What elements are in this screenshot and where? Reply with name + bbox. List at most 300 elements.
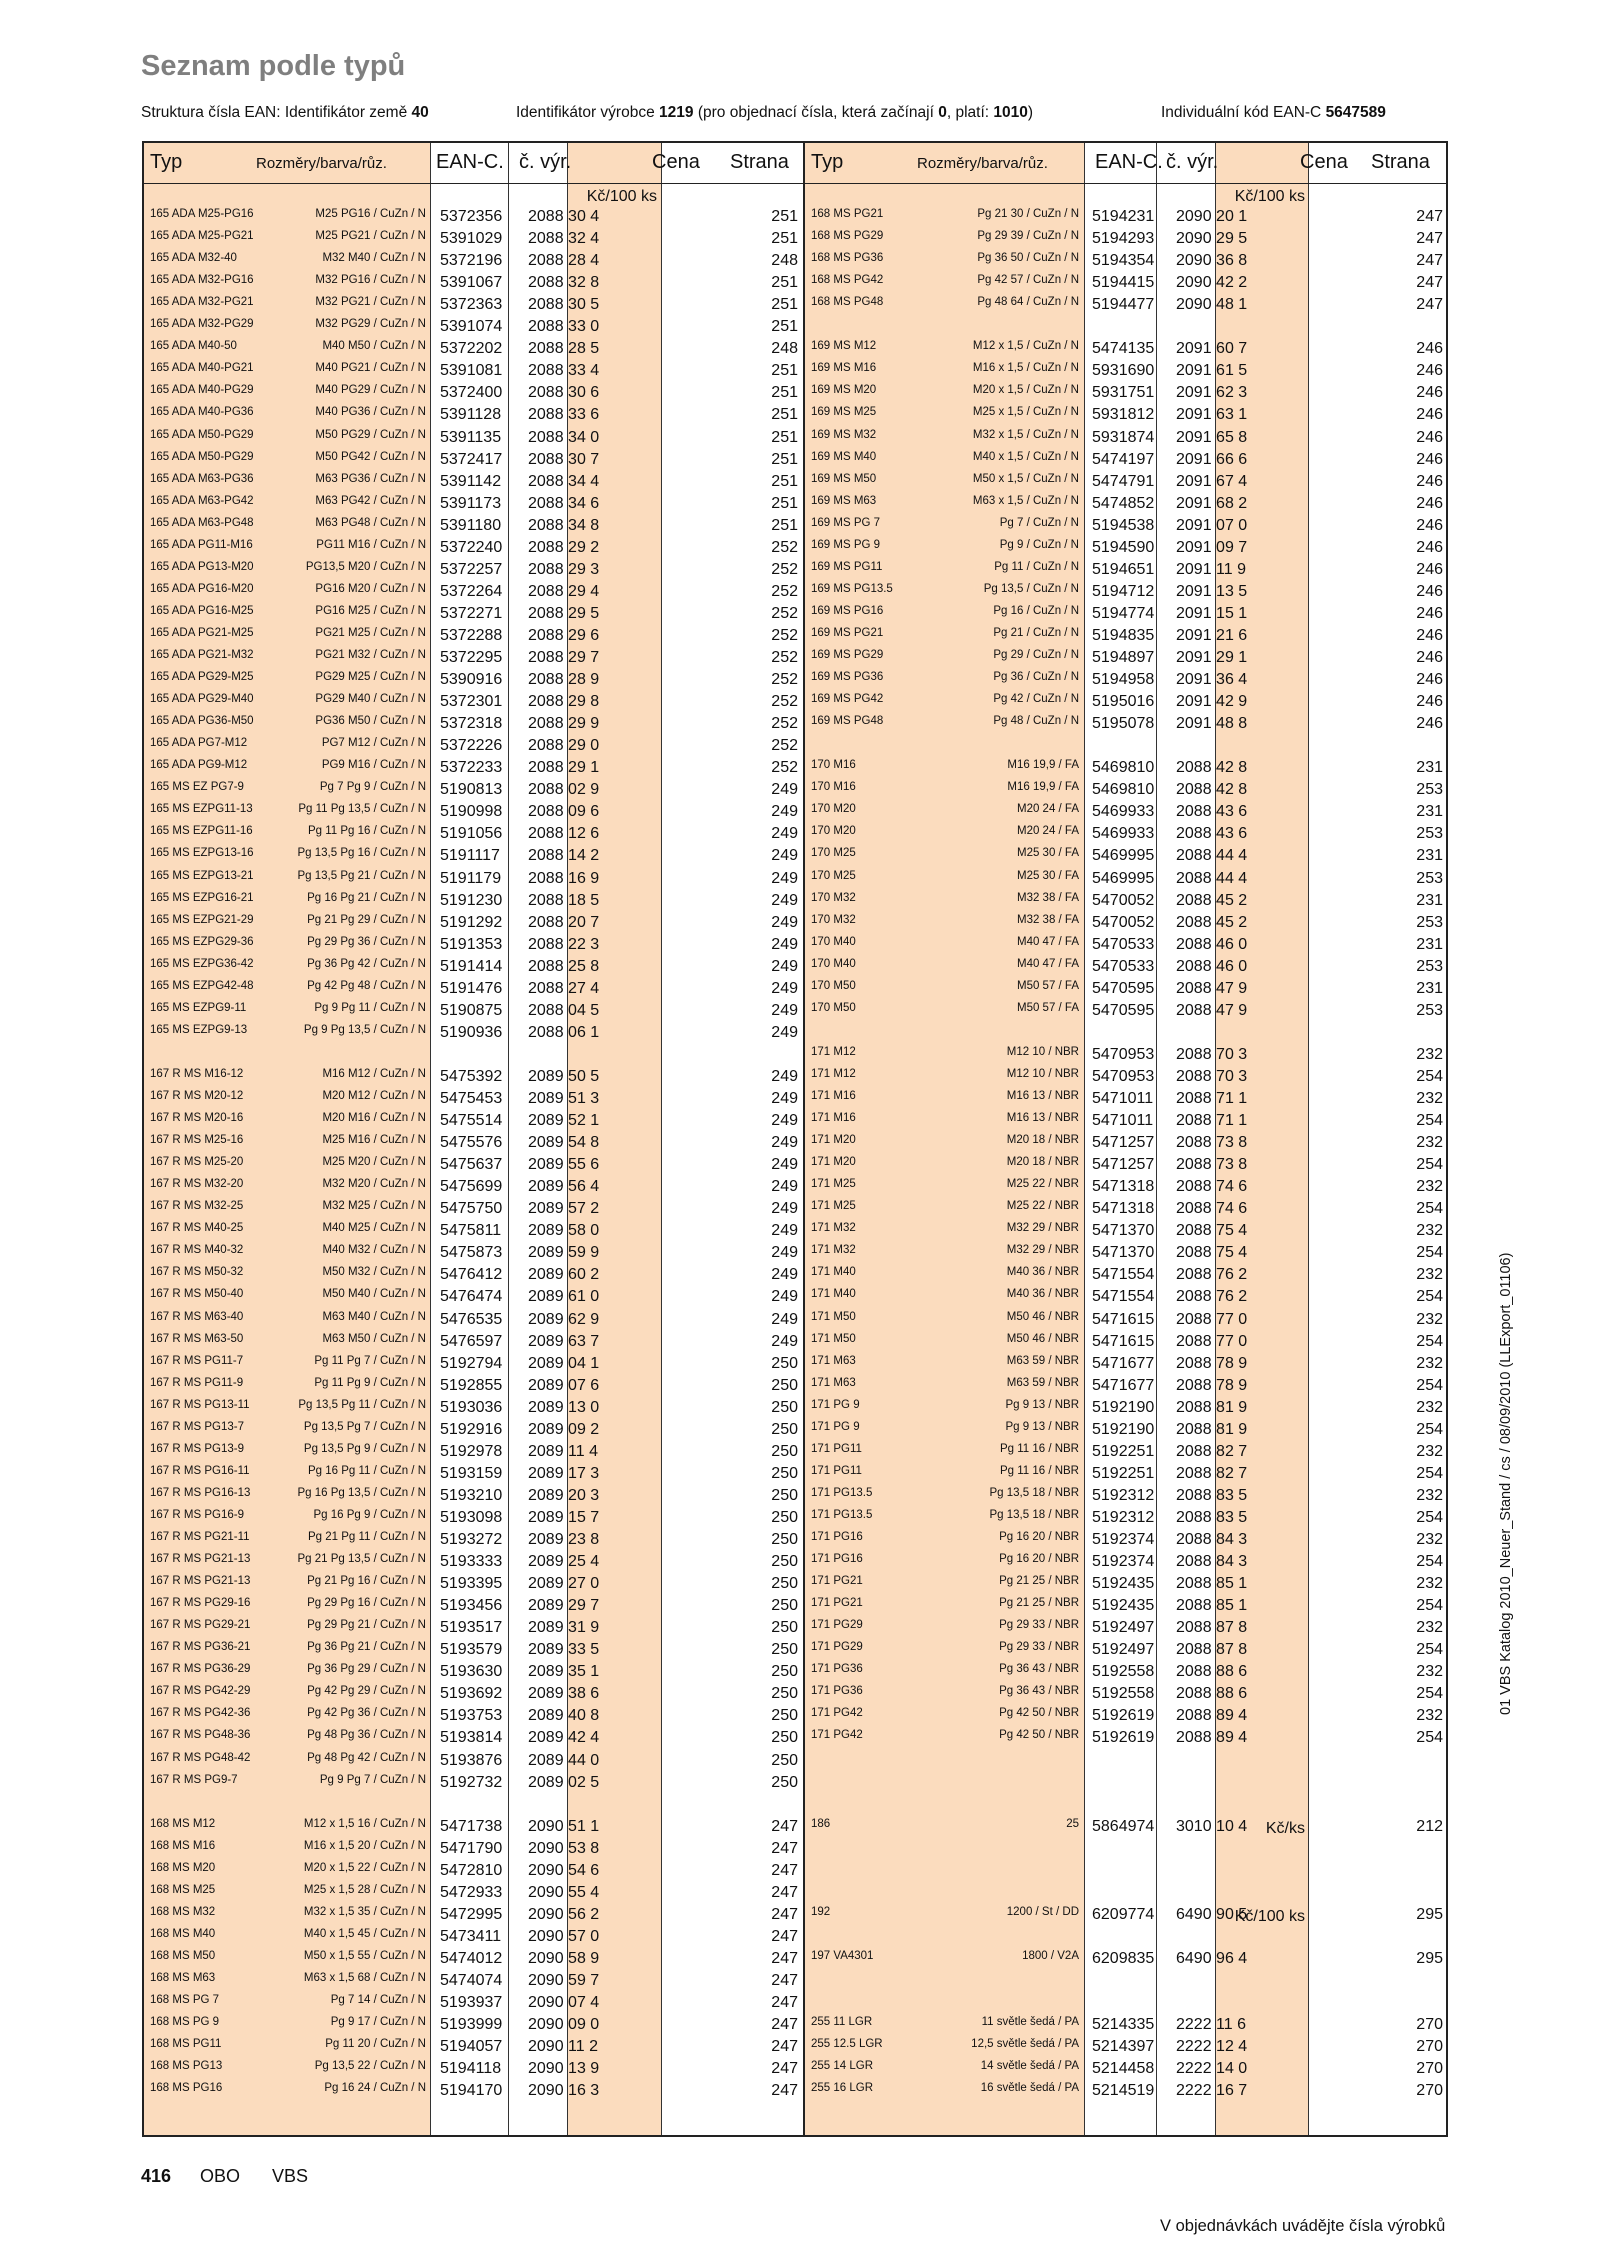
article-number-cell: 2088 29 1 bbox=[528, 759, 600, 777]
page-cell: 251 bbox=[771, 406, 798, 424]
table-row bbox=[805, 493, 1448, 515]
ean-cell: 5471615 bbox=[1092, 1332, 1155, 1350]
type-cell: 171 PG 9 bbox=[811, 1398, 860, 1411]
article-number-cell: 2091 68 2 bbox=[1176, 494, 1248, 512]
table-row bbox=[805, 1595, 1448, 1617]
table-row bbox=[144, 757, 803, 779]
ean-cell: 5391173 bbox=[440, 494, 502, 512]
page-cell: 250 bbox=[771, 1773, 798, 1791]
ean-cell: 5192312 bbox=[1092, 1486, 1155, 1504]
dimensions-cell: M20 24 / FA bbox=[1016, 825, 1079, 838]
page-cell: 232 bbox=[1416, 1619, 1443, 1637]
article-number-cell: 2089 23 8 bbox=[528, 1531, 600, 1548]
ean-cell: 5193579 bbox=[440, 1641, 503, 1659]
type-cell: 165 ADA PG13-M20 bbox=[150, 560, 254, 573]
page-cell: 249 bbox=[771, 1112, 798, 1130]
article-number-cell: 2089 50 5 bbox=[528, 1067, 600, 1085]
dimensions-cell: 1800 / V2A bbox=[1022, 1949, 1079, 1962]
type-cell: 171 PG 9 bbox=[811, 1420, 860, 1433]
dimensions-cell: M25 PG21 / CuZn / N bbox=[315, 230, 426, 243]
page-cell: 253 bbox=[1416, 781, 1443, 799]
dimensions-cell: M50 57 / FA bbox=[1016, 979, 1079, 992]
table-row bbox=[144, 360, 803, 382]
dimensions-cell: Pg 36 50 / CuZn / N bbox=[977, 252, 1079, 265]
article-number-cell: 2088 73 8 bbox=[1176, 1134, 1248, 1152]
dimensions-cell: Pg 29 39 / CuZn / N bbox=[977, 230, 1079, 243]
table-row bbox=[144, 801, 803, 823]
ean-cell: 5190875 bbox=[440, 1001, 503, 1019]
type-cell: 255 14 LGR bbox=[811, 2060, 874, 2073]
type-cell: 168 MS M63 bbox=[150, 1972, 216, 1984]
article-number-cell: 2091 09 7 bbox=[1176, 538, 1248, 556]
table-row bbox=[144, 779, 803, 801]
article-number-cell: 2091 60 7 bbox=[1176, 340, 1248, 358]
ean-cell: 5192374 bbox=[1092, 1531, 1155, 1548]
ean-cell: 5194415 bbox=[1092, 274, 1155, 292]
type-cell: 165 ADA PG16-M25 bbox=[150, 604, 254, 617]
type-cell: 167 R MS PG48-36 bbox=[150, 1729, 251, 1742]
table-row bbox=[144, 1242, 803, 1264]
table-row bbox=[805, 382, 1448, 404]
ean-cell: 5191476 bbox=[440, 979, 503, 997]
article-number-cell: 2091 65 8 bbox=[1176, 428, 1248, 446]
type-cell: 167 R MS PG42-29 bbox=[150, 1685, 251, 1698]
article-number-cell: 2089 35 1 bbox=[528, 1663, 600, 1681]
page-cell: 247 bbox=[771, 2060, 798, 2078]
page-cell: 253 bbox=[1416, 825, 1443, 843]
table-row bbox=[144, 1198, 803, 1220]
dimensions-cell: M25 x 1,5 / CuZn / N bbox=[972, 406, 1079, 419]
ean-cell: 5214335 bbox=[1092, 2016, 1155, 2034]
ean-cell: 5471257 bbox=[1092, 1134, 1155, 1152]
type-cell: 169 MS M25 bbox=[811, 406, 877, 419]
table-row bbox=[144, 404, 803, 426]
article-number-cell: 2091 48 8 bbox=[1176, 715, 1248, 733]
page-cell: 254 bbox=[1416, 1156, 1443, 1174]
dimensions-cell: Pg 16 Pg 13,5 / CuZn / N bbox=[297, 1486, 426, 1499]
table-row bbox=[805, 1727, 1448, 1749]
ean-cell: 5194651 bbox=[1092, 560, 1155, 578]
table-row bbox=[144, 1507, 803, 1529]
ean-cell: 5931874 bbox=[1092, 428, 1155, 446]
page-cell: 250 bbox=[771, 1619, 798, 1637]
page-cell: 249 bbox=[771, 1266, 798, 1284]
table-row bbox=[144, 1397, 803, 1419]
dimensions-cell: Pg 48 Pg 36 / CuZn / N bbox=[307, 1729, 426, 1742]
page-cell: 232 bbox=[1416, 1442, 1443, 1460]
ean-cell: 5193456 bbox=[440, 1597, 503, 1615]
type-cell: 168 MS PG 7 bbox=[150, 1994, 220, 2007]
page-cell: 247 bbox=[1416, 230, 1443, 248]
article-number-cell: 2088 46 0 bbox=[1176, 957, 1248, 975]
table-row bbox=[805, 1463, 1448, 1485]
article-number-cell: 2089 42 4 bbox=[528, 1729, 600, 1747]
table-row bbox=[144, 603, 803, 625]
table-row bbox=[805, 581, 1448, 603]
ean-cell: 5469995 bbox=[1092, 869, 1155, 887]
article-number-cell: 2222 14 0 bbox=[1176, 2060, 1248, 2078]
table-row bbox=[144, 1110, 803, 1132]
price-unit-label: Kč/ks bbox=[1265, 1819, 1305, 1837]
article-number-cell: 2088 29 5 bbox=[528, 604, 600, 622]
article-number-cell: 2088 29 0 bbox=[528, 737, 600, 755]
type-cell: 169 MS M50 bbox=[811, 472, 877, 485]
dimensions-cell: Pg 21 30 / CuZn / N bbox=[977, 208, 1079, 220]
page-cell: 232 bbox=[1416, 1663, 1443, 1681]
dimensions-cell: Pg 29 Pg 16 / CuZn / N bbox=[307, 1597, 426, 1610]
table-row bbox=[144, 1551, 803, 1573]
page-cell: 232 bbox=[1416, 1134, 1443, 1152]
article-number-cell: 2088 02 9 bbox=[528, 781, 600, 799]
dimensions-cell: Pg 36 Pg 42 / CuZn / N bbox=[307, 957, 426, 970]
ean-cell: 5471615 bbox=[1092, 1310, 1155, 1328]
dimensions-cell: Pg 29 Pg 21 / CuZn / N bbox=[307, 1619, 426, 1632]
table-row bbox=[805, 228, 1448, 250]
article-number-cell: 2089 55 6 bbox=[528, 1156, 600, 1174]
table-row bbox=[144, 1176, 803, 1198]
table-row bbox=[144, 2080, 803, 2102]
page-cell: 249 bbox=[771, 1244, 798, 1262]
dimensions-cell: Pg 13,5 Pg 16 / CuZn / N bbox=[297, 847, 426, 860]
type-cell: 165 ADA M50-PG29 bbox=[150, 428, 254, 441]
dimensions-cell: Pg 21 Pg 29 / CuZn / N bbox=[307, 913, 426, 926]
dimensions-cell: Pg 48 / CuZn / N bbox=[993, 715, 1079, 728]
page-cell: 250 bbox=[771, 1729, 798, 1747]
page-cell: 247 bbox=[771, 1861, 798, 1879]
ean-cell: 5372417 bbox=[440, 450, 503, 468]
table-row bbox=[144, 1463, 803, 1485]
page-cell: 249 bbox=[771, 1332, 798, 1350]
ean-cell: 5190813 bbox=[440, 781, 503, 799]
table-row bbox=[805, 603, 1448, 625]
ean-cell: 5192312 bbox=[1092, 1508, 1155, 1526]
type-cell: 167 R MS M40-25 bbox=[150, 1222, 244, 1235]
ean-cell: 5194354 bbox=[1092, 252, 1155, 270]
ean-cell: 5470533 bbox=[1092, 935, 1155, 953]
page-cell: 250 bbox=[771, 1553, 798, 1571]
article-number-cell: 2088 44 4 bbox=[1176, 869, 1248, 887]
page-cell: 246 bbox=[1416, 384, 1443, 402]
ean-cell: 5191179 bbox=[440, 869, 502, 887]
table-row bbox=[805, 1441, 1448, 1463]
table-row bbox=[144, 1529, 803, 1551]
type-cell: 171 M25 bbox=[811, 1178, 856, 1191]
dimensions-cell: Pg 11 Pg 7 / CuZn / N bbox=[314, 1354, 426, 1367]
type-cell: 255 12.5 LGR bbox=[811, 2038, 883, 2051]
table-row bbox=[805, 1507, 1448, 1529]
ean-cell: 5470052 bbox=[1092, 891, 1155, 909]
type-cell: 171 M50 bbox=[811, 1310, 856, 1323]
article-number-cell: 2090 20 1 bbox=[1176, 208, 1248, 225]
article-number-cell: 2089 31 9 bbox=[528, 1619, 600, 1637]
type-cell: 165 MS EZ PG7-9 bbox=[150, 781, 244, 794]
dimensions-cell: Pg 9 17 / CuZn / N bbox=[330, 2016, 426, 2029]
table-row bbox=[144, 1132, 803, 1154]
page-cell: 254 bbox=[1416, 1112, 1443, 1130]
dimensions-cell: M63 PG36 / CuZn / N bbox=[315, 472, 426, 485]
page-cell: 254 bbox=[1416, 1553, 1443, 1571]
article-number-cell: 2088 87 8 bbox=[1176, 1641, 1248, 1659]
article-number-cell: 2091 66 6 bbox=[1176, 450, 1248, 468]
page-cell: 247 bbox=[771, 2016, 798, 2034]
table-row bbox=[805, 625, 1448, 647]
ean-cell: 5372233 bbox=[440, 759, 503, 777]
type-cell: 168 MS PG13 bbox=[150, 2060, 223, 2073]
page-cell: 251 bbox=[771, 296, 798, 314]
table-row bbox=[805, 1331, 1448, 1353]
dimensions-cell: Pg 29 33 / NBR bbox=[999, 1619, 1079, 1632]
page-cell: 249 bbox=[771, 869, 798, 887]
column-header-dimensions: Rozměry/barva/růz. bbox=[917, 155, 1048, 172]
type-cell: 171 PG21 bbox=[811, 1597, 863, 1610]
article-number-cell: 2088 33 4 bbox=[528, 362, 600, 380]
page-cell: 247 bbox=[771, 2038, 798, 2056]
page-cell: 295 bbox=[1416, 1949, 1443, 1967]
article-number-cell: 2091 11 9 bbox=[1176, 560, 1246, 578]
type-cell: 171 M32 bbox=[811, 1244, 856, 1257]
ean-cell: 5931751 bbox=[1092, 384, 1155, 402]
dimensions-cell: M20 M16 / CuZn / N bbox=[322, 1112, 426, 1125]
article-number-cell: 2088 74 6 bbox=[1176, 1178, 1248, 1196]
article-number-cell: 2089 60 2 bbox=[528, 1266, 600, 1284]
page-cell: 246 bbox=[1416, 649, 1443, 666]
footer-note: V objednávkách uvádějte čísla výrobků bbox=[1160, 2217, 1446, 2235]
ean-cell: 5471370 bbox=[1092, 1244, 1155, 1262]
type-cell: 167 R MS M32-25 bbox=[150, 1200, 244, 1213]
table-row bbox=[144, 559, 803, 581]
dimensions-cell: Pg 42 Pg 48 / CuZn / N bbox=[307, 979, 426, 992]
dimensions-cell: Pg 9 / CuZn / N bbox=[999, 538, 1079, 551]
page-cell: 246 bbox=[1416, 472, 1443, 490]
type-cell: 167 R MS M16-12 bbox=[150, 1067, 244, 1080]
dimensions-cell: PG16 M25 / CuZn / N bbox=[315, 604, 426, 617]
dimensions-cell: M50 x 1,5 55 / CuZn / N bbox=[303, 1949, 426, 1962]
ean-cell: 5192619 bbox=[1092, 1707, 1155, 1725]
table-row bbox=[805, 250, 1448, 272]
type-cell: 168 MS M32 bbox=[150, 1905, 216, 1918]
type-cell: 167 R MS M20-16 bbox=[150, 1112, 244, 1125]
article-number-cell: 2091 63 1 bbox=[1176, 406, 1248, 424]
table-row bbox=[144, 449, 803, 471]
article-number-cell: 3010 10 4 bbox=[1176, 1817, 1248, 1835]
ean-cell: 5194231 bbox=[1092, 208, 1155, 225]
type-cell: 167 R MS M20-12 bbox=[150, 1090, 244, 1102]
dimensions-cell: Pg 11 16 / NBR bbox=[999, 1464, 1079, 1477]
ean-cell: 5470953 bbox=[1092, 1067, 1155, 1085]
page-number: 416 bbox=[141, 2166, 172, 2186]
article-number-cell: 2088 77 0 bbox=[1176, 1332, 1248, 1350]
table-row bbox=[805, 294, 1448, 316]
table-row bbox=[144, 669, 803, 691]
table-row bbox=[144, 1022, 803, 1044]
table-row bbox=[144, 1750, 803, 1772]
article-number-cell: 2088 29 4 bbox=[528, 582, 600, 600]
page-cell: 246 bbox=[1416, 362, 1443, 380]
dimensions-cell: Pg 13,5 Pg 21 / CuZn / N bbox=[297, 869, 426, 882]
ean-cell: 5475514 bbox=[440, 1112, 503, 1130]
article-number-cell: 2088 71 1 bbox=[1176, 1112, 1248, 1130]
dimensions-cell: M25 PG16 / CuZn / N bbox=[315, 208, 426, 220]
type-cell: 255 11 LGR bbox=[811, 2016, 873, 2029]
ean-cell: 5193814 bbox=[440, 1729, 503, 1747]
page-cell: 212 bbox=[1416, 1817, 1443, 1835]
type-cell: 192 bbox=[811, 1905, 831, 1918]
ean-cell: 5193517 bbox=[440, 1619, 503, 1637]
type-cell: 169 MS M32 bbox=[811, 428, 877, 441]
page-cell: 249 bbox=[771, 825, 798, 843]
dimensions-cell: Pg 21 / CuZn / N bbox=[993, 626, 1079, 639]
type-cell: 167 R MS M32-20 bbox=[150, 1178, 244, 1191]
header-rule bbox=[144, 183, 803, 184]
ean-cell: 5191292 bbox=[440, 913, 503, 931]
article-number-cell: 2089 44 0 bbox=[528, 1751, 600, 1769]
dimensions-cell: M50 x 1,5 / CuZn / N bbox=[972, 472, 1079, 485]
article-number-cell: 2091 13 5 bbox=[1176, 582, 1248, 600]
article-number-cell: 2088 27 4 bbox=[528, 979, 600, 997]
dimensions-cell: Pg 9 13 / NBR bbox=[1005, 1420, 1079, 1433]
page-cell: 253 bbox=[1416, 913, 1443, 931]
ean-cell: 5472995 bbox=[440, 1905, 503, 1923]
type-cell: 165 MS EZPG36-42 bbox=[150, 957, 254, 970]
dimensions-cell: M25 22 / NBR bbox=[1006, 1178, 1079, 1191]
column-header-page: Strana bbox=[730, 151, 789, 173]
article-number-cell: 2090 58 9 bbox=[528, 1949, 600, 1967]
page-cell: 249 bbox=[771, 1067, 798, 1085]
article-number-cell: 2088 75 4 bbox=[1176, 1222, 1248, 1240]
type-cell: 168 MS M12 bbox=[150, 1817, 216, 1830]
ean-cell: 5474791 bbox=[1092, 472, 1155, 490]
table-row bbox=[805, 1639, 1448, 1661]
page-cell: 250 bbox=[771, 1641, 798, 1659]
table-row bbox=[144, 1816, 803, 1838]
dimensions-cell: Pg 21 25 / NBR bbox=[999, 1597, 1079, 1610]
type-cell: 169 MS PG 7 bbox=[811, 516, 881, 529]
table-row bbox=[144, 823, 803, 845]
page-cell: 250 bbox=[771, 1508, 798, 1526]
type-cell: 169 MS PG13.5 bbox=[811, 582, 893, 595]
ean-cell: 5214458 bbox=[1092, 2060, 1155, 2078]
page-cell: 249 bbox=[771, 847, 798, 865]
page-cell: 250 bbox=[771, 1575, 798, 1593]
dimensions-cell: M20 18 / NBR bbox=[1006, 1156, 1079, 1169]
table-row bbox=[805, 1242, 1448, 1264]
type-cell: 171 PG13.5 bbox=[811, 1508, 873, 1521]
article-number-cell: 2088 06 1 bbox=[528, 1023, 600, 1041]
table-row bbox=[805, 1088, 1448, 1110]
type-cell: 169 MS PG 9 bbox=[811, 538, 881, 551]
table-row bbox=[144, 978, 803, 1000]
table-row bbox=[805, 691, 1448, 713]
table-row bbox=[805, 471, 1448, 493]
table-row bbox=[805, 449, 1448, 471]
table-row bbox=[805, 1573, 1448, 1595]
table-row bbox=[805, 912, 1448, 934]
ean-cell: 5195016 bbox=[1092, 693, 1155, 711]
column-header-ean: EAN-C. bbox=[436, 151, 504, 173]
article-number-cell: 2088 85 1 bbox=[1176, 1597, 1248, 1615]
dimensions-cell: Pg 9 13 / NBR bbox=[1005, 1398, 1079, 1411]
type-cell: 171 M25 bbox=[811, 1200, 856, 1213]
ean-cell: 5476535 bbox=[440, 1310, 503, 1328]
table-row bbox=[144, 1573, 803, 1595]
ean-cell: 5191117 bbox=[440, 847, 500, 865]
dimensions-cell: PG36 M50 / CuZn / N bbox=[315, 715, 426, 728]
table-row bbox=[144, 934, 803, 956]
dimensions-cell: M63 M50 / CuZn / N bbox=[322, 1332, 426, 1345]
dimensions-cell: M32 x 1,5 / CuZn / N bbox=[972, 428, 1079, 441]
table-row bbox=[144, 1904, 803, 1926]
table-row bbox=[144, 1838, 803, 1860]
table-row bbox=[144, 1375, 803, 1397]
ean-cell: 5192190 bbox=[1092, 1398, 1155, 1416]
ean-cell: 5475637 bbox=[440, 1156, 503, 1174]
table-row bbox=[144, 1000, 803, 1022]
ean-manufacturer-note-c: , platí: bbox=[946, 104, 990, 121]
ean-cell: 5193036 bbox=[440, 1398, 503, 1416]
dimensions-cell: Pg 21 Pg 16 / CuZn / N bbox=[307, 1575, 426, 1588]
article-number-cell: 2088 81 9 bbox=[1176, 1420, 1248, 1438]
type-cell: 167 R MS M40-32 bbox=[150, 1244, 244, 1257]
type-cell: 170 M50 bbox=[811, 1001, 856, 1014]
table-row bbox=[144, 647, 803, 669]
dimensions-cell: Pg 16 20 / NBR bbox=[999, 1553, 1079, 1566]
dimensions-cell: Pg 13,5 18 / NBR bbox=[989, 1508, 1079, 1521]
dimensions-cell: M12 10 / NBR bbox=[1006, 1045, 1079, 1058]
ean-cell: 5372257 bbox=[440, 560, 503, 578]
page-cell: 252 bbox=[771, 671, 798, 689]
page-cell: 247 bbox=[771, 1839, 798, 1857]
table-row bbox=[805, 757, 1448, 779]
ean-cell: 5192190 bbox=[1092, 1420, 1155, 1438]
table-left-half bbox=[144, 143, 803, 2135]
type-cell: 171 PG13.5 bbox=[811, 1486, 873, 1499]
dimensions-cell: Pg 9 Pg 7 / CuZn / N bbox=[319, 1773, 426, 1786]
ean-cell: 5476474 bbox=[440, 1288, 503, 1306]
page-cell: 246 bbox=[1416, 560, 1443, 578]
table-row bbox=[144, 294, 803, 316]
page-cell: 232 bbox=[1416, 1531, 1443, 1548]
ean-cell: 5194118 bbox=[440, 2060, 502, 2078]
type-cell: 167 R MS PG11-9 bbox=[150, 1376, 244, 1389]
type-cell: 169 MS M20 bbox=[811, 384, 877, 397]
ean-cell: 5192251 bbox=[1092, 1464, 1155, 1482]
table-header bbox=[805, 143, 1448, 183]
page-cell: 249 bbox=[771, 891, 798, 909]
article-number-cell: 2088 34 6 bbox=[528, 494, 600, 512]
page-cell: 247 bbox=[1416, 208, 1443, 225]
dimensions-cell: M50 46 / NBR bbox=[1006, 1310, 1079, 1323]
ean-cell: 5372271 bbox=[440, 604, 503, 622]
article-number-cell: 2222 16 7 bbox=[1176, 2082, 1248, 2100]
ean-cell: 5372356 bbox=[440, 208, 503, 225]
ean-cell: 5475811 bbox=[440, 1222, 502, 1240]
table-header bbox=[144, 143, 803, 183]
table-row bbox=[805, 779, 1448, 801]
type-cell: 171 M40 bbox=[811, 1288, 856, 1301]
ean-cell: 5372400 bbox=[440, 384, 503, 402]
article-number-cell: 2088 74 6 bbox=[1176, 1200, 1248, 1218]
footer-section: VBS bbox=[272, 2166, 309, 2186]
type-cell: 171 PG21 bbox=[811, 1575, 863, 1588]
type-cell: 167 R MS PG29-16 bbox=[150, 1597, 251, 1610]
ean-cell: 5472933 bbox=[440, 1883, 503, 1901]
column-header-price: Cena bbox=[1300, 151, 1348, 173]
type-cell: 171 PG16 bbox=[811, 1553, 863, 1566]
type-cell: 165 MS EZPG11-13 bbox=[150, 803, 253, 816]
table-row bbox=[144, 1441, 803, 1463]
type-cell: 171 PG42 bbox=[811, 1707, 863, 1720]
type-cell: 165 ADA PG29-M40 bbox=[150, 693, 254, 706]
